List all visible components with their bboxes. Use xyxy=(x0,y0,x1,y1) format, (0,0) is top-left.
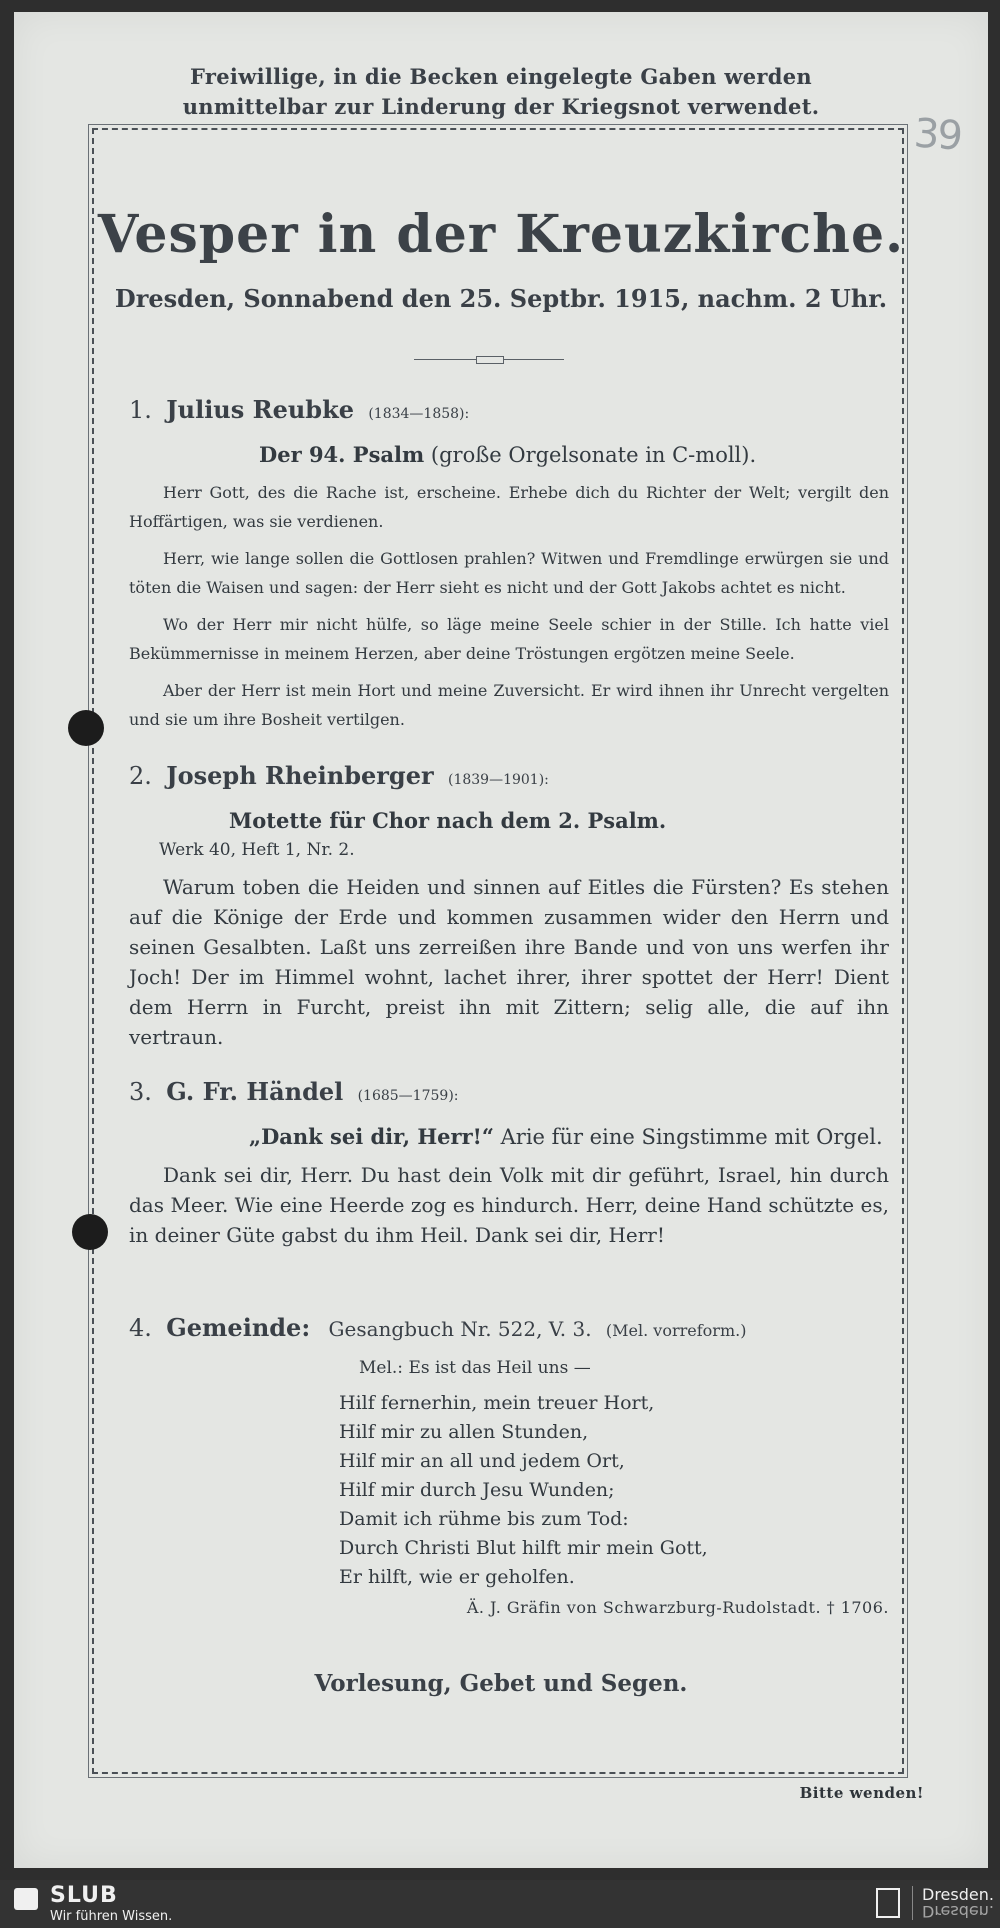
notice-line-1: Freiwillige, in die Becken eingelegte Gaben werden xyxy=(190,64,812,89)
work-title: Motette für Chor nach dem 2. Psalm. xyxy=(229,808,667,833)
item-heading: 3. G. Fr. Händel (1685—1759): xyxy=(129,1077,459,1106)
dresden-logo[interactable]: Dresden. Dresden. xyxy=(922,1885,994,1921)
work-title: Der 94. Psalm (große Orgelsonate in C-moll). xyxy=(259,442,757,467)
slub-logo-icon[interactable] xyxy=(14,1888,38,1910)
verse-line: Hilf mir zu allen Stunden, xyxy=(339,1421,589,1443)
archive-mark: 39 xyxy=(912,110,963,160)
notice-line-2: unmittelbar zur Linderung der Kriegsnot verwendet. xyxy=(182,94,820,119)
program-item-1 xyxy=(129,394,889,734)
verse-line: Damit ich rühme bis zum Tod: xyxy=(339,1508,629,1530)
logo-divider xyxy=(912,1886,913,1920)
item-heading: 1. Julius Reubke (1834—1858): xyxy=(129,395,470,424)
hymn-author: Ä. J. Gräfin von Schwarzburg-Rudolstadt. † 1706. xyxy=(466,1598,889,1617)
composer-name: Julius Reubke xyxy=(166,395,354,424)
verse-line: Hilf fernerhin, mein treuer Hort, xyxy=(339,1392,655,1414)
program-item-2 xyxy=(129,760,889,1052)
verse-line: Er hilft, wie er geholfen. xyxy=(339,1566,575,1588)
composer-name: Joseph Rheinberger xyxy=(166,761,434,790)
punch-hole xyxy=(68,710,104,746)
slub-tagline: Wir führen Wissen. xyxy=(50,1909,173,1924)
document-page xyxy=(14,12,988,1868)
dresden-crest-icon[interactable] xyxy=(876,1888,900,1918)
item-heading: 4. Gemeinde: Gesangbuch Nr. 522, V. 3. (Mel. vorreform.) xyxy=(129,1313,747,1342)
page-title: Vesper in der Kreuzkirche. xyxy=(97,204,905,265)
event-date: Dresden, Sonnabend den 25. Septbr. 1915, nachm. 2 Uhr. xyxy=(114,284,888,313)
melody-line: Mel.: Es ist das Heil uns — xyxy=(359,1358,591,1378)
verse-line: Durch Christi Blut hilft mir mein Gott, xyxy=(339,1537,708,1559)
hymn-reference: Gesangbuch Nr. 522, V. 3. xyxy=(328,1317,592,1341)
composer-years: (1834—1858): xyxy=(368,406,470,422)
hymn-verse xyxy=(129,1389,889,1592)
verse-line: Hilf mir durch Jesu Wunden; xyxy=(339,1479,615,1501)
turn-over-note: Bitte wenden! xyxy=(799,1784,924,1802)
composer-name: G. Fr. Händel xyxy=(166,1077,344,1106)
composer-years: (1685—1759): xyxy=(357,1088,459,1104)
slub-brand[interactable]: SLUB xyxy=(50,1883,118,1908)
donation-notice xyxy=(14,62,988,122)
program-item-4 xyxy=(129,1312,889,1617)
text-paragraph: Herr, wie lange sollen die Gottlosen prahlen? Witwen und Fremdlinge erwürgen sie und töten die Waisen und sagen: der Herr sieht es nicht und der Gott Jakobs achtet es nicht. xyxy=(129,549,889,597)
opus-number: Werk 40, Heft 1, Nr. 2. xyxy=(159,840,355,860)
closing-line: Vorlesung, Gebet und Segen. xyxy=(314,1670,688,1697)
text-paragraph: Dank sei dir, Herr. Du hast dein Volk mit dir geführt, Israel, hin durch das Meer. Wie eine Heerde zog es hindurch. Herr, deine Hand schützte es, in deiner Güte gabst du ihm Heil. Dank sei dir, Herr! xyxy=(129,1163,889,1247)
verse-line: Hilf mir an all und jedem Ort, xyxy=(339,1450,625,1472)
congregation-label: Gemeinde: xyxy=(166,1313,311,1342)
hymn-note: (Mel. vorreform.) xyxy=(605,1321,747,1340)
text-paragraph: Aber der Herr ist mein Hort und meine Zuversicht. Er wird ihnen ihr Unrecht vergelten und sie um ihre Bosheit vertilgen. xyxy=(129,681,889,729)
text-paragraph: Herr Gott, des die Rache ist, erscheine. Erhebe dich du Richter der Welt; vergilt den Hoffärtigen, was sie verdienen. xyxy=(129,483,889,531)
text-paragraph: Warum toben die Heiden und sinnen auf Eitles die Fürsten? Es stehen auf die Könige der Erde und kommen zusammen wider den Herrn und seinen Gesalbten. Laßt uns zerreißen ihre Bande und von uns werfen ihr Joch! Der im Himmel wohnt, lachet ihrer, ihrer spottet der Herr! Dient dem Herrn in Furcht, preist ihn mit Zittern; selig alle, die auf ihn vertraun. xyxy=(129,875,889,1049)
text-paragraph: Wo der Herr mir nicht hülfe, so läge meine Seele schier in der Stille. Ich hatte viel Bekümmernisse in meinem Herzen, aber deine Tröstungen ergötzen meine Seele. xyxy=(129,615,889,663)
viewer-footer xyxy=(0,1880,1000,1928)
program-item-3 xyxy=(129,1076,889,1250)
item-heading: 2. Joseph Rheinberger (1839—1901): xyxy=(129,761,549,790)
punch-hole xyxy=(72,1214,108,1250)
composer-years: (1839—1901): xyxy=(447,772,549,788)
work-title: „Dank sei dir, Herr!“ Arie für eine Singstimme mit Orgel. xyxy=(249,1124,883,1149)
divider-ornament xyxy=(414,355,564,365)
